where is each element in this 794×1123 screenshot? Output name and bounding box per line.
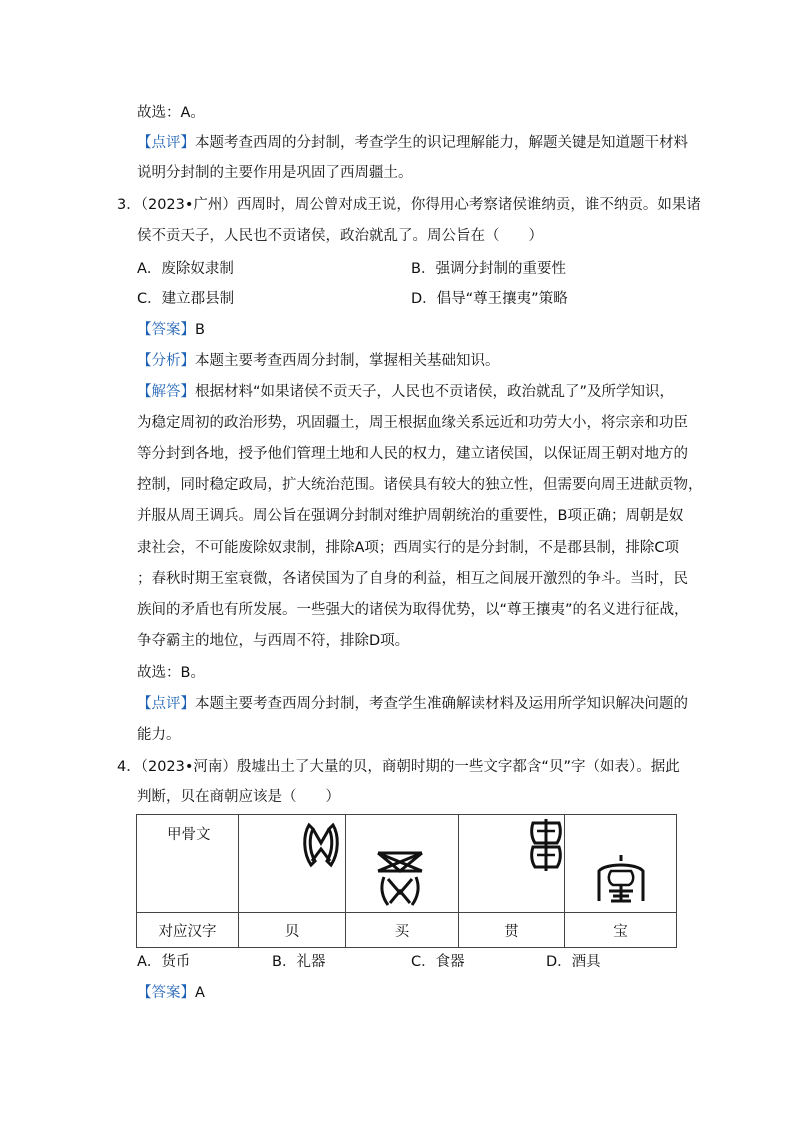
q3-solution-line9: 争夺霸主的地位，与西周不符，排除D项。 xyxy=(137,633,410,649)
char-bei: 贝 xyxy=(239,913,346,948)
char-guan: 贯 xyxy=(459,913,565,948)
q4-option-d: D．酒具 xyxy=(546,954,601,970)
q3-stem-line2: 侯不贡天子，人民也不贡诸侯，政治就乱了。周公旨在（ ） xyxy=(137,228,543,244)
q4-option-c: C．食器 xyxy=(411,954,465,970)
q3-option-d: D．倡导“尊王攘夷”策略 xyxy=(411,291,568,307)
solution-tag: 【解答】 xyxy=(137,384,195,400)
q3-review-line1 xyxy=(137,694,688,714)
answer-tag: 【答案】 xyxy=(137,985,195,1001)
q3-choice: 故选：B。 xyxy=(137,665,205,681)
glyph-cell-bei xyxy=(239,815,346,913)
q4-stem-line1: 4．（2023•河南）殷墟出土了大量的贝，商朝时期的一些文字都含“贝”字（如表）。据此 xyxy=(117,759,680,775)
q3-solution-line7: ；春秋时期王室衰微，各诸侯国为了自身的利益，相互之间展开激烈的争斗。当时，民 xyxy=(137,571,688,587)
oracle-bone-table xyxy=(136,814,677,948)
q4-option-b: B．礼器 xyxy=(272,954,326,970)
row-header-oracle: 甲骨文 xyxy=(137,815,239,913)
analysis-text: 本题主要考查西周分封制，掌握相关基础知识。 xyxy=(195,353,500,369)
review-text: 本题考查西周的分封制，考查学生的识记理解能力，解题关键是知道题干材料 xyxy=(195,135,688,151)
q3-solution-line4: 控制，同时稳定政局，扩大统治范围。诸侯具有较大的独立性，但需要向周王进献贡物， xyxy=(137,477,703,493)
q3-analysis xyxy=(137,351,500,371)
q3-solution-line2: 为稳定周初的政治形势，巩固疆土，周王根据血缘关系远近和功劳大小，将宗亲和功臣 xyxy=(137,415,688,431)
oracle-bone-glyph-mai-icon xyxy=(374,849,426,909)
char-mai: 买 xyxy=(346,913,459,948)
char-row xyxy=(137,913,677,948)
glyph-cell-mai xyxy=(346,815,459,913)
q3-solution-line6: 隶社会，不可能废除奴隶制，排除A项；西周实行的是分封制，不是郡县制，排除C项 xyxy=(137,540,680,556)
q3-stem-line1: 3．（2023•广州）西周时，周公曾对成王说，你得用心考察诸侯谁纳贡，谁不纳贡。如果诸 xyxy=(117,197,701,213)
q4-option-a: A．货币 xyxy=(137,954,191,970)
oracle-bone-glyph-bao-icon xyxy=(595,853,647,905)
q3-solution-line3: 等分封到各地，授予他们管理土地和人民的权力，建立诸侯国，以保证周王朝对地方的 xyxy=(137,446,688,462)
oracle-bone-glyph-bei-icon xyxy=(301,821,341,871)
q2-choice: 故选：A。 xyxy=(137,105,205,121)
row-header-chars: 对应汉字 xyxy=(137,913,239,948)
review-text: 本题主要考查西周分封制，考查学生准确解读材料及运用所学知识解决问题的 xyxy=(195,696,688,712)
q2-review-line1 xyxy=(137,133,688,153)
glyph-cell-guan xyxy=(459,815,565,913)
q3-option-b: B．强调分封制的重要性 xyxy=(411,261,566,277)
q2-review-line2: 说明分封制的主要作用是巩固了西周疆土。 xyxy=(137,165,413,181)
q3-solution-line5: 并服从周王调兵。周公旨在强调分封制对维护周朝统治的重要性，B项正确；周朝是奴 xyxy=(137,508,684,524)
q3-review-line2: 能力。 xyxy=(137,727,181,743)
answer-value: B xyxy=(195,322,205,338)
q3-option-a: A．废除奴隶制 xyxy=(137,261,234,277)
q3-option-c: C．建立郡县制 xyxy=(137,291,235,307)
q3-solution-line1 xyxy=(137,382,674,402)
oracle-bone-glyph-guan-icon xyxy=(529,817,563,873)
solution-text: 根据材料“如果诸侯不贡天子，人民也不贡诸侯，政治就乱了”及所学知识， xyxy=(195,384,675,400)
answer-tag: 【答案】 xyxy=(137,322,195,338)
glyph-row xyxy=(137,815,677,913)
char-bao: 宝 xyxy=(565,913,677,948)
q4-stem-line2: 判断，贝在商朝应该是（ ） xyxy=(137,789,340,805)
q4-answer xyxy=(137,983,205,1003)
q3-solution-line8: 族间的矛盾也有所发展。一些强大的诸侯为取得优势，以“尊王攘夷”的名义进行征战， xyxy=(137,602,689,618)
review-tag: 【点评】 xyxy=(137,696,195,712)
glyph-cell-bao xyxy=(565,815,677,913)
analysis-tag: 【分析】 xyxy=(137,353,195,369)
answer-value: A xyxy=(195,985,205,1001)
review-tag: 【点评】 xyxy=(137,135,195,151)
q3-answer xyxy=(137,320,205,340)
